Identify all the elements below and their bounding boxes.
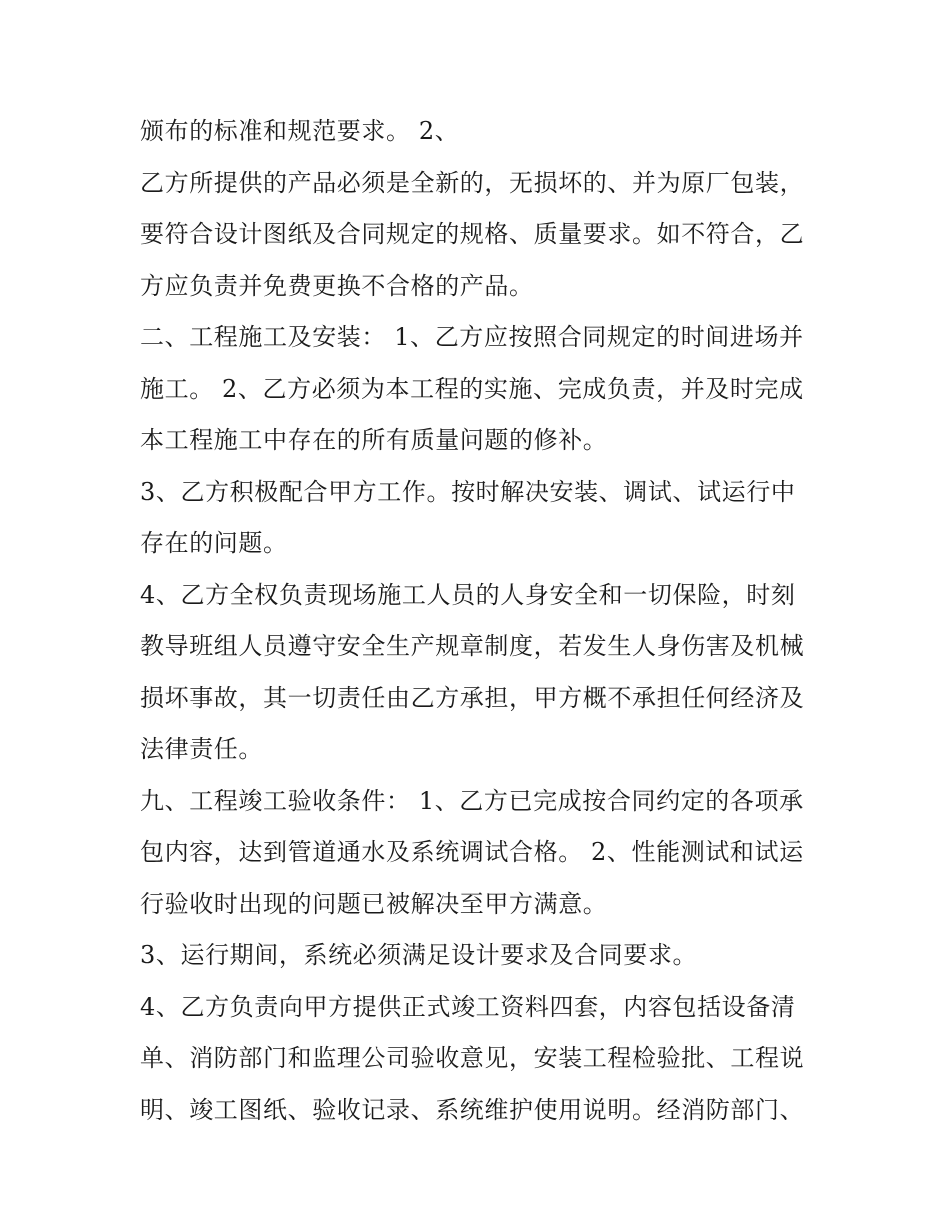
- text-line: 教导班组人员遵守安全生产规章制度，若发生人身伤害及机械: [140, 632, 805, 660]
- text-line: 行验收时出现的问题已被解决至甲方满意。: [140, 889, 608, 918]
- text-line: 二、工程施工及安装： 1、乙方应按照合同规定的时间进场并: [140, 323, 804, 351]
- text-line: 损坏事故，其一切责任由乙方承担，甲方概不承担任何经济及: [140, 683, 805, 712]
- text-line: 乙方所提供的产品必须是全新的，无损坏的、并为原厂包装，: [140, 168, 805, 197]
- text-line: 包内容，达到管道通水及系统调试合格。 2、性能测试和试运: [140, 838, 804, 866]
- contract-body-text: [140, 106, 820, 1136]
- text-line: 要符合设计图纸及合同规定的规格、质量要求。如不符合，乙: [140, 220, 805, 248]
- text-line: 法律责任。: [140, 735, 263, 763]
- text-line: 3、运行期间，系统必须满足设计要求及合同要求。: [140, 941, 698, 969]
- text-line: 明、竣工图纸、验收记录、系统维护使用说明。经消防部门、: [140, 1095, 805, 1124]
- text-line: 4、乙方全权负责现场施工人员的人身安全和一切保险，时刻: [140, 580, 796, 609]
- text-line: 本工程施工中存在的所有质量问题的修补。: [140, 426, 608, 454]
- text-line: 施工。 2、乙方必须为本工程的实施、完成负责，并及时完成: [140, 374, 804, 403]
- text-line: 3、乙方积极配合甲方工作。按时解决安装、调试、试运行中: [140, 477, 796, 506]
- text-line: 方应负责并免费更换不合格的产品。: [140, 271, 534, 300]
- text-line: 九、工程竣工验收条件： 1、乙方已完成按合同约定的各项承: [140, 786, 804, 815]
- text-line: 单、消防部门和监理公司验收意见，安装工程检验批、工程说: [140, 1044, 805, 1072]
- text-line: 颁布的标准和规范要求。 2、: [140, 117, 460, 145]
- text-line: 4、乙方负责向甲方提供正式竣工资料四套，内容包括设备清: [140, 992, 796, 1021]
- text-line: 存在的问题。: [140, 529, 288, 557]
